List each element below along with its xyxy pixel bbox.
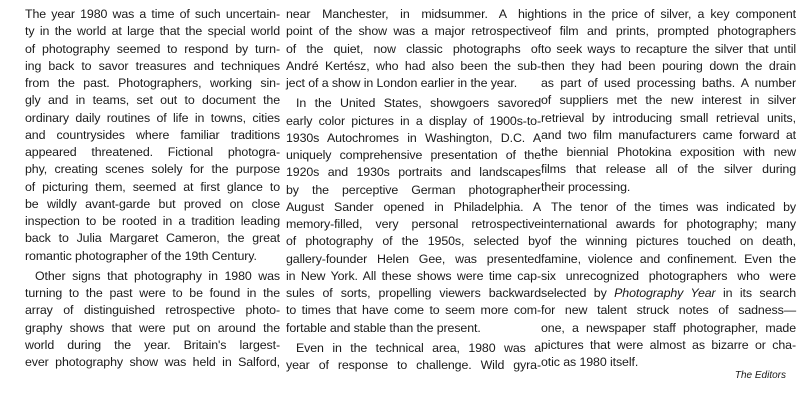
text-line: point of the show was a major retrospective: [286, 24, 541, 39]
text-line: then they had been pouring down the drain: [541, 58, 796, 73]
text-line: array of distinguished retrospective photo-: [25, 303, 280, 318]
text-line: inspection to be rooted in a tradition leading: [25, 214, 280, 228]
text-line: graphy shows that were put on around the: [25, 320, 280, 335]
text-line: famine, violence and confinement. Even the: [541, 251, 796, 266]
text-line: otic as 1980 itself.: [541, 355, 639, 369]
text-line: international awards for photography; many: [541, 217, 796, 231]
text-line: back to Julia Margaret Cameron, the great: [25, 231, 280, 246]
text-line: ty in the world at large that the special world: [25, 24, 280, 39]
text-line: pictures that were almost as bizarre or cha-: [541, 337, 796, 352]
text-line: Even in the technical area, 1980 was a: [296, 340, 541, 355]
editors-signature: The Editors: [734, 370, 786, 381]
text-line: of photography of the 1950s, selected by: [286, 234, 541, 249]
text-line: memory-filled, very personal retrospective: [286, 217, 541, 231]
text-line: world during the year. Britain's largest-: [25, 337, 280, 352]
text-line: of picturing them, seemed at first glance to: [25, 179, 280, 194]
text-line: fortable and stable than the present.: [286, 320, 481, 335]
text-line: the biennial Photokina exposition with new: [541, 145, 796, 159]
text-line: retrieval by introducing small retrieval units,: [541, 110, 796, 125]
publication-title: Photography Year: [614, 286, 716, 300]
text-line: one, a newspaper staff photographer, made: [541, 320, 796, 335]
text-line: The tenor of the times was indicated by: [551, 199, 796, 214]
text-column-2: [286, 6, 541, 374]
text-line: near Manchester, in midsummer. A high: [286, 7, 541, 21]
text-line: six unrecognized photographers who were: [541, 268, 796, 283]
text-line: of the winning pictures touched on death,: [541, 234, 796, 249]
text-line: gallery-founder Helen Gee, was presented: [286, 251, 541, 266]
text-line: to seek ways to recapture the silver that until: [541, 41, 796, 56]
text-line: In the United States, showgoers savored: [296, 96, 541, 111]
text-line: The year 1980 was a time of such uncertain-: [25, 7, 280, 21]
text-line: phy, creating scenes solely for the purpose: [25, 162, 280, 177]
text-line: of suppliers met the new interest in silver: [541, 93, 796, 108]
text-line: of the quiet, now classic photographs of: [286, 41, 541, 56]
text-line: by the perceptive German photographer: [286, 182, 541, 197]
text-column-1: [25, 6, 280, 371]
text-line: to times that have come to seem more com-: [286, 303, 541, 318]
text-line: uniquely comprehensive presentation of the: [286, 148, 541, 162]
text-line: August Sander opened in Philadelphia. A: [286, 199, 541, 214]
text-line: be wildly avant-garde but proved on close: [25, 196, 280, 211]
text-line: appeared threatened. Fictional photogra-: [25, 145, 280, 159]
text-line: tions in the price of silver, a key component: [541, 7, 796, 21]
text-line: selected by Photography Year in its search: [541, 286, 797, 300]
text-line: ordinary daily routines of life in towns, cities: [25, 110, 280, 125]
text-line: ing back to savor treasures and techniques: [25, 58, 280, 73]
text-line: ject of a show in London earlier in the year.: [286, 76, 518, 90]
text-line: for new talent struck notes of sadness—: [541, 303, 796, 318]
text-line: turning to the past were to be found in the: [25, 286, 280, 300]
text-line: and two film manufacturers came forward at: [541, 127, 796, 142]
text-line: ever photography show was held in Salford,: [25, 355, 280, 369]
text-line: gly and in teams, set out to document the: [25, 93, 280, 108]
text-line: 1930s Autochromes in Washington, D.C. A: [286, 130, 541, 145]
text-line: 1920s and 1930s portraits and landscapes: [286, 165, 541, 180]
text-line: Other signs that photography in 1980 was: [35, 268, 280, 283]
text-line: sules of sorts, propelling viewers backward: [286, 286, 541, 300]
text-line: André Kertész, who had also been the sub-: [286, 58, 541, 73]
text-line: of film and prints, prompted photographers: [541, 24, 796, 39]
text-line: as part of used processing baths. A number: [541, 76, 796, 90]
text-line: in New York. All these shows were time cap-: [286, 268, 541, 283]
text-line: year of response to challenge. Wild gyra-: [286, 358, 541, 372]
text-line: and countrysides where familiar traditions: [25, 127, 280, 142]
text-line: romantic photographer of the 19th Century.: [25, 248, 257, 263]
text-column-3: [541, 6, 796, 371]
text-line: early color pictures in a display of 1900s-to-: [286, 113, 541, 128]
text-line: of photography seemed to respond by turn-: [25, 41, 280, 56]
text-line: films that release all of the silver during: [541, 162, 796, 177]
text-line: their processing.: [541, 179, 631, 194]
text-line: from the past. Photographers, working sin-: [25, 76, 280, 90]
